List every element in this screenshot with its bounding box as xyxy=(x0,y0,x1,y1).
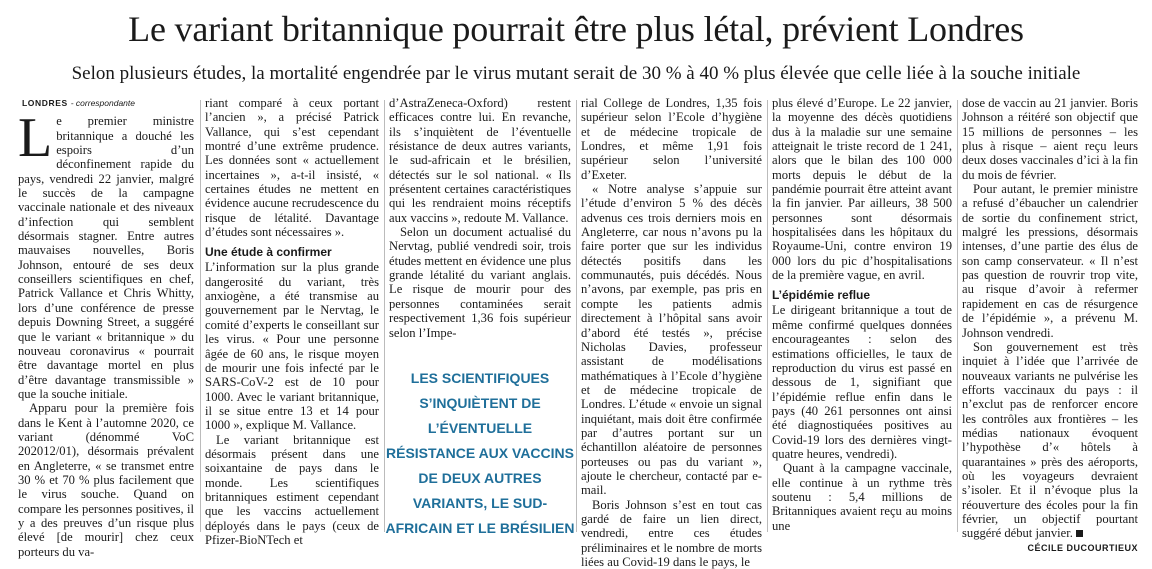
article-paragraph: Selon un document actualisé du Nervtag, publié vendredi soir, trois études mettent en évidence une plus grande létalité du variant anglais. Le risque de mourir pour des personnes contaminées serait respectivement 1,36 fois supérieur selon l’Impe- xyxy=(389,225,571,340)
author-signature: CÉCILE DUCOURTIEUX xyxy=(1027,542,1138,553)
article-paragraph: L’information sur la plus grande dangerosité du variant, très anxiogène, a été transmise au gouvernement par le Nervtag, le comité d’experts le conseillant sur les virus. « Pour une personne âgée de 60 ans, le risque moyen de mourir une fois infecté par le SARS-CoV-2 est de 10 pour 1000. Avec le variant britannique, il se situe entre 13 et 14 pour 1000 », explique M. Vallance. xyxy=(205,260,379,433)
pull-quote: LES SCIENTIFIQUES S’INQUIÈTENT DE L’ÉVENTUELLE RÉSISTANCE AUX VACCINS DE DEUX AUTRES VARIANTS, LE SUD-AFRICAIN ET LE BRÉSILIEN xyxy=(385,370,575,536)
byline-city: LONDRES xyxy=(22,98,68,108)
article-column-6 xyxy=(962,96,1138,555)
byline-role: - correspondante xyxy=(70,98,135,108)
article-column-1 xyxy=(18,96,194,559)
article-paragraph: riant comparé à ceux portant l’ancien », a précisé Patrick Vallance, qui s’est cependant montré d’une extrême prudence. Les données sont « actuellement incertaines », a-t-il insisté, « certaines études ne mettent en évidence aucune recrudescence du risque de létalité. Davantage d’études sont nécessaires ». xyxy=(205,96,379,240)
article-column-2 xyxy=(205,96,379,547)
headline: Le variant britannique pourrait être plus létal, prévient Londres xyxy=(128,9,1024,49)
article-column-4 xyxy=(581,96,762,569)
article-paragraph: Pour autant, le premier ministre a refusé d’ébaucher un calendrier de sortie du confinement strict, malgré les pressions, désormais intenses, d’une partie des élus de son camp conservateur. « Il n’est pas question de rouvrir trop vite, au risque d’avoir à refermer rapidement en cas de résurgence de l’épidémie », a prévenu M. Johnson vendredi. xyxy=(962,182,1138,340)
article-paragraph: dose de vaccin au 21 janvier. Boris Johnson a réitéré son objectif que 15 millions de personnes – les plus à risque – aient reçu leurs deux doses vaccinales d’ici à la fin du mois de février. xyxy=(962,96,1138,182)
section-subheading: Une étude à confirmer xyxy=(205,245,332,260)
article-paragraph: d’AstraZeneca-Oxford) restent efficaces contre lui. En revanche, ils s’inquiètent de l’éventuelle résistance de deux autres variants, le sud-africain et le brésilien, détectés sur le sol national. « Ils présentent certaines caractéristiques qui les rendraient moins réceptifs aux vaccins », redoute M. Vallance. xyxy=(389,96,571,225)
article-paragraph xyxy=(962,340,1138,541)
byline xyxy=(22,96,194,110)
article-paragraph: Le variant britannique est désormais présent dans une soixantaine de pays dans le monde. Les scientifiques britanniques estiment cependant que les vaccins actuellement déployés dans le pays (ceux de Pfizer-BioNTech et xyxy=(205,432,379,547)
article-paragraph: Quant à la campagne vaccinale, elle continue à un rythme très soutenu : 5,4 millions de Britanniques avaient reçu au moins une xyxy=(772,461,952,533)
article-paragraph: Le dirigeant britannique a tout de même confirmé quelques données encourageantes : selon des estimations officielles, le taux de reproduction du virus est passé en dessous de 1, signifiant que l’épidémie reflue enfin dans le pays (40 261 personnes ont ainsi été diagnostiquées positives au Covid-19 lors des dernières vingt-quatre heures, vendredi). xyxy=(772,303,952,461)
article-paragraph: plus élevé d’Europe. Le 22 janvier, la moyenne des décès quotidiens dus à la maladie sur une semaine atteignait le triste record de 1 241, alors que le bilan des 100 000 morts depuis le début de la pandémie pourrait être atteint avant la fin janvier. Par ailleurs, 38 500 personnes sont désormais hospitalisées dans les hôpitaux du Royaume-Uni, contre environ 19 000 lors du pic d’hospitalisations de la première vague, en avril. xyxy=(772,96,952,283)
article-paragraph: Boris Johnson s’est en tout cas gardé de faire un lien direct, vendredi, entre ces études préliminaires et le nombre de morts liées au Covid-19 dans le pays, le xyxy=(581,497,762,569)
paragraph-text: e premier ministre britannique a douché les espoirs d’un déconfinement rapide du pays, vendredi 22 janvier, malgré le succès de la campagne vaccinale nationale et des niveaux d’infection qui semblent désormais stagner. Entre autres mauvaises nouvelles, Boris Johnson, entouré de ses deux conseillers scientifiques en chef, Patrick Vallance et Chris Whitty, lors d’une conférence de presse depuis Downing Street, a suggéré que le variant « britannique » du nouveau coronavirus « pourrait être davantage mortel en plus d’être davantage transmissible » que la souche initiale. xyxy=(18,114,194,401)
section-subheading: L’épidémie reflue xyxy=(772,288,871,303)
subheadline: Selon plusieurs études, la mortalité engendrée par le virus mutant serait de 30 % à 40 % plus élevée que celle liée à la souche initiale xyxy=(71,63,1081,84)
end-of-article-mark xyxy=(1076,530,1083,537)
article-column-5 xyxy=(772,96,952,533)
column-divider xyxy=(957,100,958,532)
article-paragraph xyxy=(18,107,194,401)
article-paragraph: « Notre analyse s’appuie sur l’étude d’environ 5 % des décès advenus ces trois derniers mois en Angleterre, car nous n’avons pu la faire porter que sur les individus détectés positifs dans les communautés, puis décédés. Nous n’avons, par exemple, pas pris en compte les patients admis directement à l’hôpital sans avoir d’abord été testés », précise Nicholas Davies, professeur assistant de modélisations mathématiques à l’Ecole d’hygiène et de médecine tropicale de Londres. L’étude « envoie un signal inquiétant, mais doit être confirmée par d’autres portant sur un échantillon aléatoire de personnes porteuses ou pas du variant », ajoute le chercheur, contacté par e-mail. xyxy=(581,182,762,498)
column-divider xyxy=(200,100,201,532)
article-paragraph: Apparu pour la première fois dans le Kent à l’automne 2020, ce variant (dénommé VoC 202012/01), désormais prévalent en Angleterre, « se transmet entre 30 % et 70 % plus facilement que le virus souche. Quand on compare les personnes positives, il y a des preuves d’un risque plus élevé [de mourir] chez ceux porteurs du va- xyxy=(18,401,194,559)
paragraph-text: Son gouvernement est très inquiet à l’idée que l’arrivée de nouveaux variants ne pulvérise les efforts vaccinaux du pays : il n’exclut pas de renforcer encore les contrôles aux frontières – les médias nationaux évoquent l’hypothèse d’« hôtels à quarantaines » près des aéroports, où les voyageurs devraient s’isoler. Et il n’évoque plus la réouverture des écoles pour la fin février, un objectif pourtant suggéré début janvier. xyxy=(962,339,1138,541)
drop-cap: L xyxy=(18,107,53,170)
article-paragraph: rial College de Londres, 1,35 fois supérieur selon l’Ecole d’hygiène et de médecine tropicale de Londres, et même 1,91 fois supérieur selon l’université d’Exeter. xyxy=(581,96,762,182)
column-divider xyxy=(767,100,768,532)
column-divider xyxy=(576,100,577,532)
article-column-3 xyxy=(389,96,571,340)
